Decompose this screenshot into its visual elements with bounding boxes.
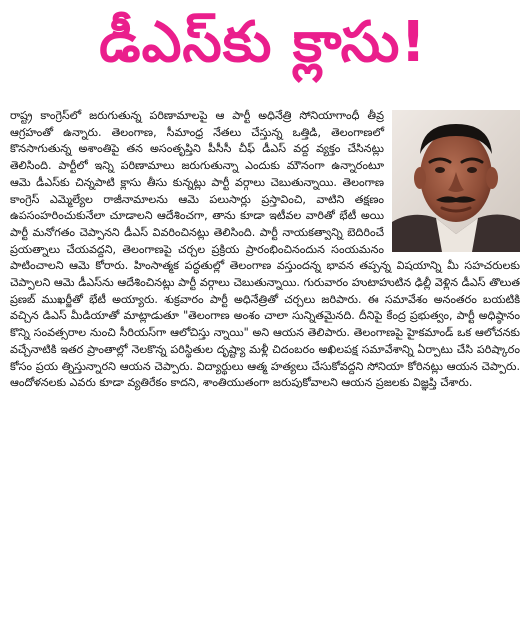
article-body: రాష్ట్ర కాంగ్రెస్‌లో జరుగుతున్న పరిణామాలపై ఆ పార్టీ అధినేత్రి సోనియాగాంధీ తీవ్ర ఆగ్రహంతో ఉన్నారు. తెలంగాణ, సీమాంధ్ర నేతలు చేస్తున్న ఒత్తిడి, తెలంగాణలో కొనసాగుతున్న అశాంతిపై తన అసంతృప్తిని పీసీసీ చీఫ్ డీఎస్ వద్ద వ్యక్తం చేసినట్లు తెలిసింది. పార్టీలో ఇన్ని పరిణామాలు జరుగుతున్నా ఎందుకు మౌనంగా ఉన్నారంటూ ఆమె డీఎస్‌కు చిన్నపాటి క్లాసు తీసు కున్నట్లు పార్టీ వర్గాలు చెబుతున్నాయి. తెలంగాణ కాంగ్రెస్ ఎమ్మెల్యేల రాజీనామాలను ఆమె పలుసార్లు ప్రస్తావించి, వాటిని తక్షణం ఉపసంహరించుకునేలా చూడాలని ఆదేశించగా, తాను కూడా ఇటీవల వారితో భేటీ అయి పార్టీ మనోగతం చెప్పానని డీఎస్ వివరించినట్లు తెలిసింది. పార్టీ నాయకత్వాన్ని బెదిరించే ప్రయత్నాలు చేయవద్దని, తెలంగాణపై చర్చల ప్రక్రియ ప్రారంభించినందున సంయమనం పాటించాలని ఆమె కోరారు. హింసాత్మక పద్ధతుల్లో తెలంగాణ వస్తుందన్న భావన తప్పన్న విషయాన్ని మీ సహచరులకు చెప్పాలని ఆమె డీఎస్‌ను ఆదేశించినట్లు పార్టీ వర్గాలు చెబుతున్నాయి. గురువారం హుటాహుటిన ఢిల్లీ వెళ్లిన డీఎస్ తొలుత ప్రణబ్ ముఖర్జీతో భేటీ అయ్యారు. శుక్రవారం పార్టీ అధినేత్రితో చర్చలు జరిపారు. ఈ సమావేశం అనంతరం బయటికి వచ్చిన డిఎస్ మీడియాతో మాట్లాడుతూ "తెలంగాణ అంశం చాలా సున్నితమైనది. దీనిపై కేంద్ర ప్రభుత్వం, పార్టీ అధిష్ఠానం కొన్ని సంవత్సరాల నుంచి సీరియస్‌గా ఆలోచిస్తు న్నాయి" అని ఆయన తెలిపారు. తెలంగాణపై హైకమాండ్ ఒక ఆలోచనకు వచ్చేనాటికి ఇతర ప్రాంతాల్లో నెలకొన్న పరిస్థితుల దృష్ట్యా మళ్లీ చిదంబరం అఖిలపక్ష సమావేశాన్ని ఏర్పాటు చేసి పరిష్కారం కోసం ప్రయ త్నిస్తున్నారని ఆయన చెప్పారు. విద్యార్థులు ఆత్మ హత్యలు చేసుకోవద్దని సోనియా కోరినట్లు ఆయన చెప్పారు. ఆందోళనలకు ఎవరు కూడా వ్యతిరేకం కాదని, శాంతియుతంగా జరుపుకోవాలని ఆయన ప్రజలకు విజ్ఞప్తి చేశారు. — [10, 109, 520, 390]
headline: డీఎస్‌కు క్లాసు! — [99, 10, 427, 75]
portrait-illustration — [392, 110, 520, 252]
headline-banner — [0, 0, 526, 86]
portrait-photo — [392, 110, 520, 252]
article — [10, 108, 520, 613]
